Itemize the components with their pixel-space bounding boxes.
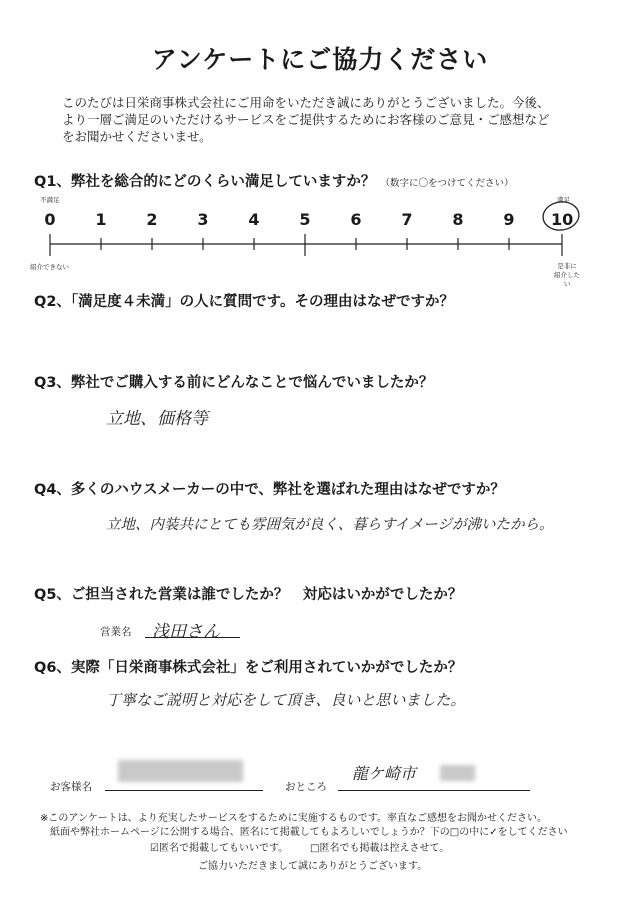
q5-question: Q5、ご担当された営業は誰でしたか？ 対応はいかがでしたか？ — [34, 587, 463, 603]
customer-name-underline — [105, 790, 263, 791]
scale-high-sublabel — [553, 261, 581, 288]
scale-low-sublabel: 紹介できない — [30, 263, 69, 271]
q3-answer: 立地、価格等 — [106, 409, 208, 429]
sales-name-label: 営業名 — [100, 626, 132, 638]
q1-text: Q1、弊社を総合的にどのくらい満足していますか？ — [34, 174, 376, 190]
scale-number-4[interactable]: 4 — [248, 210, 260, 229]
customer-name-label: お客様名 — [50, 781, 92, 793]
anonymous-ok-option[interactable]: ☑匿名で掲載してもいいです。 — [150, 843, 289, 854]
q2-question: Q2、「満足度４未満」の人に質問です。その理由はなぜですか？ — [34, 294, 455, 310]
footer-thanks: ご協力いただきまして誠にありがとうございます。 — [198, 861, 428, 872]
scale-number-2[interactable]: 2 — [146, 210, 158, 229]
scale-high-sublabel-2: 紹介したい — [554, 271, 580, 288]
q6-answer: 丁寧なご説明と対応をして頂き、良いと思いました。 — [106, 691, 466, 709]
footer-note-2: 紙面や弊社ホームページに公開する場合、匿名にて掲載してもよろしいでしょうか？下の□の中に✓をしてください — [50, 827, 568, 838]
scale-low-label: 不満足 — [40, 196, 60, 204]
scale-high-sublabel-1: 是非に — [557, 262, 577, 270]
scale-number-10[interactable]: 10 — [551, 210, 574, 229]
anonymous-no-option[interactable]: □匿名でも掲載は控えさせて。 — [310, 843, 450, 854]
scale-number-0[interactable]: 0 — [44, 210, 56, 229]
scale-number-9[interactable]: 9 — [503, 210, 515, 229]
sales-name-underline — [145, 637, 240, 638]
scale-number-5[interactable]: 5 — [299, 210, 311, 229]
customer-name-redacted — [118, 760, 243, 782]
address-redacted — [440, 765, 475, 781]
intro-line-1: このたびは日栄商事株式会社にご用命をいただき誠にありがとうございました。今後、 — [62, 95, 550, 110]
q4-answer: 立地、内装共にとても雰囲気が良く、暮らすイメージが沸いたから。 — [106, 517, 554, 533]
q4-question: Q4、多くのハウスメーカーの中で、弊社を選ばれた理由はなぜですか？ — [34, 482, 505, 498]
address-value: 龍ケ崎市 — [352, 764, 417, 783]
address-underline — [338, 790, 530, 791]
scale-number-3[interactable]: 3 — [197, 210, 209, 229]
scale-axis — [0, 0, 640, 270]
sales-name-value: 浅田さん — [152, 622, 220, 642]
scale-number-6[interactable]: 6 — [350, 210, 362, 229]
page-title: アンケートにご協力ください — [151, 45, 489, 74]
address-label: おところ — [285, 781, 327, 793]
scale-number-7[interactable]: 7 — [401, 210, 413, 229]
intro-line-3: をお聞かせくださいませ。 — [62, 129, 212, 144]
q1-note: （数字に〇をつけてください） — [380, 178, 514, 189]
q3-question: Q3、弊社でご購入する前にどんなことで悩んでいましたか？ — [34, 375, 434, 391]
scale-high-label: 満足 — [557, 196, 570, 204]
selected-circle-mark — [541, 200, 581, 233]
scale-number-8[interactable]: 8 — [452, 210, 464, 229]
footer-note-1: ※このアンケートは、より充実したサービスをするために実施するものです。率直なご感想をお聞かせください。 — [40, 813, 547, 824]
q6-question: Q6、実際「日栄商事株式会社」をご利用されていかがでしたか？ — [34, 660, 463, 676]
intro-line-2: より一層ご満足のいただけるサービスをご提供するためにお客様のご意見・ご感想など — [62, 112, 550, 127]
scale-number-1[interactable]: 1 — [95, 210, 107, 229]
